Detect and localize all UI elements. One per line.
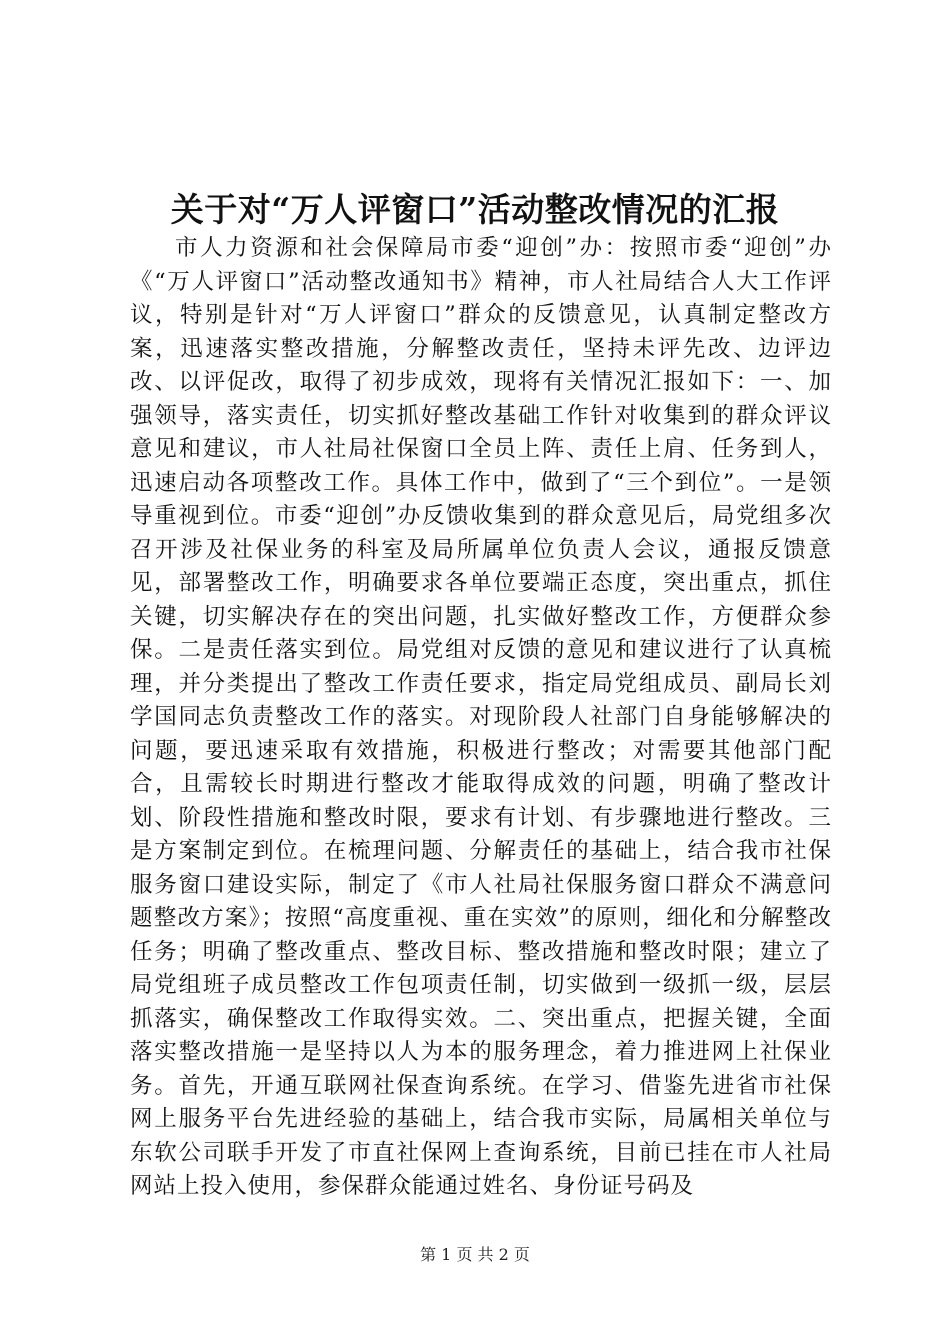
document-title: 关于对“万人评窗口”活动整改情况的汇报 bbox=[170, 190, 780, 229]
document-body-paragraph: 市人力资源和社会保障局市委“迎创”办：按照市委“迎创”办《“万人评窗口”活动整改通知书》精神，市人社局结合人大工作评议，特别是针对“万人评窗口”群众的反馈意见，认真制定整改方案，迅速落实整改措施，分解整改责任，坚持未评先改、边评边改、以评促改，取得了初步成效，现将有关情况汇报如下：一、加强领导，落实责任，切实抓好整改基础工作针对收集到的群众评议意见和建议，市人社局社保窗口全员上阵、责任上肩、任务到人，迅速启动各项整改工作。具体工作中，做到了“三个到位”。一是领导重视到位。市委“迎创”办反馈收集到的群众意见后，局党组多次召开涉及社保业务的科室及局所属单位负责人会议，通报反馈意见，部署整改工作，明确要求各单位要端正态度，突出重点，抓住关键，切实解决存在的突出问题，扎实做好整改工作，方便群众参保。二是责任落实到位。局党组对反馈的意见和建议进行了认真梳理，并分类提出了整改工作责任要求，指定局党组成员、副局长刘学国同志负责整改工作的落实。对现阶段人社部门自身能够解决的问题，要迅速采取有效措施，积极进行整改；对需要其他部门配合，且需较长时期进行整改才能取得成效的问题，明确了整改计划、阶段性措施和整改时限，要求有计划、有步骤地进行整改。三是方案制定到位。在梳理问题、分解责任的基础上，结合我市社保服务窗口建设实际，制定了《市人社局社保服务窗口群众不满意问题整改方案》；按照“高度重视、重在实效”的原则，细化和分解整改任务；明确了整改重点、整改目标、整改措施和整改时限；建立了局党组班子成员整改工作包项责任制，切实做到一级抓一级，层层抓落实，确保整改工作取得实效。二、突出重点，把握关键，全面落实整改措施一是坚持以人为本的服务理念，着力推进网上社保业务。首先，开通互联网社保查询系统。在学习、借鉴先进省市社保网上服务平台先进经验的基础上，结合我市实际，局属相关单位与东软公司联手开发了市直社保网上查询系统，目前已挂在市人社局网站上投入使用，参保群众能通过姓名、身份证号码及 bbox=[130, 235, 832, 1199]
page-number-footer: 第 1 页 共 2 页 bbox=[420, 1245, 530, 1264]
